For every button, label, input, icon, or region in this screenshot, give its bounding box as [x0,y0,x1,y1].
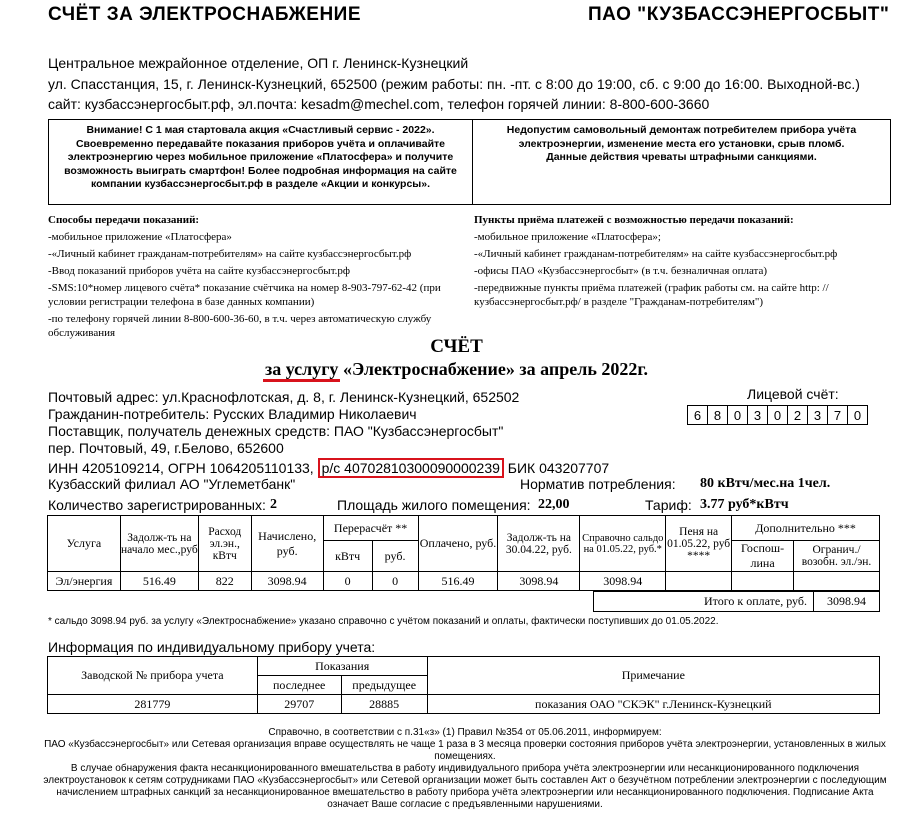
cell-gosposhlina [732,572,794,591]
payment-item: -мобильное приложение «Платосфера»; [474,231,661,243]
personal-account-digits [688,405,868,425]
account-highlight [318,458,504,478]
postal-address: Почтовый адрес: ул.Краснофлотская, д. 8, г. Ленинск-Кузнецкий, 652502 [48,389,520,405]
bank-details [48,458,609,478]
method-item: -по телефону горячей линии 8-800-600-36-60, в т.ч. через автоматическую службу обслуживания [48,313,432,339]
methods-title: Способы передачи показаний: [48,214,200,226]
col-readings: Показания [257,657,427,676]
col-debt-start: Задолж-ть на начало мес.,руб [120,516,198,572]
bank-name: Кузбасский филиал АО "Углеметбанк" [48,476,296,492]
citizen-name: Гражданин-потребитель: Русских Владимир Николаевич [48,406,417,422]
meter-table [47,656,880,714]
col-consumption: Расход эл.эн., кВтч [198,516,251,572]
account-digit: 3 [807,405,828,425]
cell-recalc-rub: 0 [372,572,418,591]
col-recalc-kwh: кВтч [323,541,372,572]
col-ref-balance: Справочно сальдо на 01.05.22, руб.* [580,516,666,572]
bik: БИК 043207707 [503,460,610,476]
col-debt-end: Задолж-ть на 30.04.22, руб. [498,516,580,572]
account-digit: 3 [747,405,768,425]
promo-notice [48,119,473,205]
total-table [593,591,880,612]
col-penalty: Пеня на 01.05.22, руб **** [666,516,732,572]
promo-notice-text: Внимание! С 1 мая стартовала акция «Счастливый сервис - 2022». Своевременно передавайте показания приборов учёта и оплачивайте электроэнергию через мобильное приложение «Платосфера» и получите возможность выиграть смартфон! Более подробная информация на сайте компании кузбассэнергосбыт.рф в разделе «Акции и конкурсы». [64,124,457,190]
method-item: -SMS:10*номер лицевого счёта* показание счётчика на номер 8-903-797-62-42 (при условии регистрации телефона в базе данных компании) [48,282,441,308]
cell-restriction [794,572,880,591]
cell-recalc-kwh: 0 [323,572,372,591]
info-section [40,727,890,811]
area-value: 22,00 [538,497,570,512]
account-digit: 8 [707,405,728,425]
payment-item: -офисы ПАО «Кузбассэнергосбыт» (в т.ч. безналичная оплата) [474,265,768,277]
personal-account-label: Лицевой счёт: [747,386,839,402]
tariff-value: 3.77 руб*кВтч [700,497,789,512]
col-restriction: Огранич./ возобн. эл./эн. [794,541,880,572]
norm-label: Норматив потребления: [520,476,676,492]
cell-previous: 28885 [341,695,427,714]
col-last: последнее [257,676,341,695]
cell-debt-start: 516.49 [120,572,198,591]
footnote: * сальдо 3098.94 руб. за услугу «Электроснабжение» указано справочно с учётом показаний и оплаты, фактически поступивших до 01.05.2022. [48,616,719,627]
col-recalc: Перерасчёт ** [323,516,418,541]
method-item: -«Личный кабинет гражданам-потребителям» на сайте кузбассэнергосбыт.рф [48,248,412,260]
payment-item: -передвижные пункты приёма платежей (график работы см. на сайте http: //кузбассэнергосбыт.рф/ в разделе "Гражданам-потребителям") [474,282,829,308]
payments-title: Пункты приёма платежей с возможностью передачи показаний: [474,214,794,226]
document-title: СЧЁТ ЗА ЭЛЕКТРОСНАБЖЕНИЕ [48,4,362,25]
warning-notice-text: Недопустим самовольный демонтаж потребителем прибора учёта электроэнергии, изменение места его установки, срыв пломб. Данные действия чреваты штрафными санкциями. [506,124,857,163]
info-p1: Справочно, в соответствии с п.31«з» (1) Правил №354 от 05.06.2011, информируем: [268,727,662,738]
col-meter-number: Заводской № прибора учета [48,657,258,695]
inn-ogrn: ИНН 4205109214, ОГРН 1064205110133, [48,460,318,476]
red-underline [263,379,340,382]
meter-title: Информация по индивидуальному прибору учета: [48,639,376,655]
col-accrued: Начислено, руб. [251,516,323,572]
account-label: р/с [321,460,345,476]
service-highlight [265,359,338,379]
registered-count: 2 [270,497,277,512]
cell-note: показания ОАО "СКЭК" г.Ленинск-Кузнецкий [427,695,879,714]
account-digit: 2 [787,405,808,425]
company-name: ПАО "КУЗБАССЭНЕРГОСБЫТ" [588,4,890,25]
invoice-title: СЧЁТ [430,336,483,357]
cell-meter-number: 281779 [48,695,258,714]
invoice-subtitle-period: «Электроснабжение» за апрель 2022г. [338,359,649,379]
account-digit: 6 [687,405,708,425]
info-p3: В случае обнаружения факта несанкционированного вмешательства в работу индивидуального прибора учёта электроэнергии или несанкционированного подключения электроустановок к сетям сотрудниками ПАО «Кузбассэнергосбыт» или Сетевой организации может быть составлен Акт о безучётном потреблении электроэнергии с последующим начислением штрафных санкций за несанкционированное вмешательство в работу прибора учёта электроэнергии или несанкционированного подключения. Подписание Акта означает Ваше согласие с предъявленными нарушениями. [43,763,887,810]
method-item: -мобильное приложение «Платосфера» [48,231,232,243]
norm-value: 80 кВтч/мес.на 1чел. [700,476,831,491]
col-additional: Дополнительно *** [732,516,880,541]
warning-notice [472,119,891,205]
payments-section [474,213,884,309]
col-paid: Оплачено, руб. [418,516,498,572]
cell-service: Эл/энергия [48,572,121,591]
account-digit: 0 [767,405,788,425]
invoice-subtitle-service: за услугу [264,359,339,379]
total-amount: 3098.94 [814,592,880,612]
cell-last: 29707 [257,695,341,714]
col-service: Услуга [48,516,121,572]
account-digit: 0 [847,405,868,425]
methods-section [48,213,468,340]
charges-table [47,515,880,591]
table-row [48,572,880,591]
invoice-subtitle [0,359,913,380]
tariff-label: Тариф: [645,497,692,513]
col-note: Примечание [427,657,879,695]
area-label: Площадь жилого помещения: [337,497,531,513]
supplier-address: пер. Почтовый, 49, г.Белово, 652600 [48,440,284,456]
col-recalc-rub: руб. [372,541,418,572]
account-digit: 0 [727,405,748,425]
col-gosposhlina: Госпош-лина [732,541,794,572]
cell-ref-balance: 3098.94 [580,572,666,591]
cell-penalty [666,572,732,591]
office-address: ул. Спасстанция, 15, г. Ленинск-Кузнецкий, 652500 (режим работы: пн. -пт. с 8:00 до 19:00, сб. с 9:00 до 16:00. Выходной-вс.) [48,76,860,92]
payment-item: -«Личный кабинет гражданам-потребителям» на сайте кузбассэнергосбыт.рф [474,248,838,260]
office-name: Центральное межрайонное отделение, ОП г. Ленинск-Кузнецкий [48,55,469,71]
supplier: Поставщик, получатель денежных средств: ПАО "Кузбассэнергосбыт" [48,423,504,439]
info-p2: ПАО «Кузбассэнергосбыт» или Сетевая организация вправе осуществлять не чаще 1 раза в 3 месяца проверки состояния приборов учёта электроэнергии, установленных в жилых помещениях. [44,739,886,762]
cell-debt-end: 3098.94 [498,572,580,591]
table-row [48,695,880,714]
account-digit: 7 [827,405,848,425]
total-label: Итого к оплате, руб. [594,592,814,612]
cell-accrued: 3098.94 [251,572,323,591]
registered-label: Количество зарегистрированных: [48,497,266,513]
method-item: -Ввод показаний приборов учёта на сайте кузбассэнергосбыт.рф [48,265,351,277]
office-contacts: сайт: кузбассэнергосбыт.рф, эл.почта: kesadm@mechel.com, телефон горячей линии: 8-800-600-3660 [48,96,710,112]
cell-consumption: 822 [198,572,251,591]
col-previous: предыдущее [341,676,427,695]
account-number: 40702810300090000239 [344,460,500,476]
cell-paid: 516.49 [418,572,498,591]
